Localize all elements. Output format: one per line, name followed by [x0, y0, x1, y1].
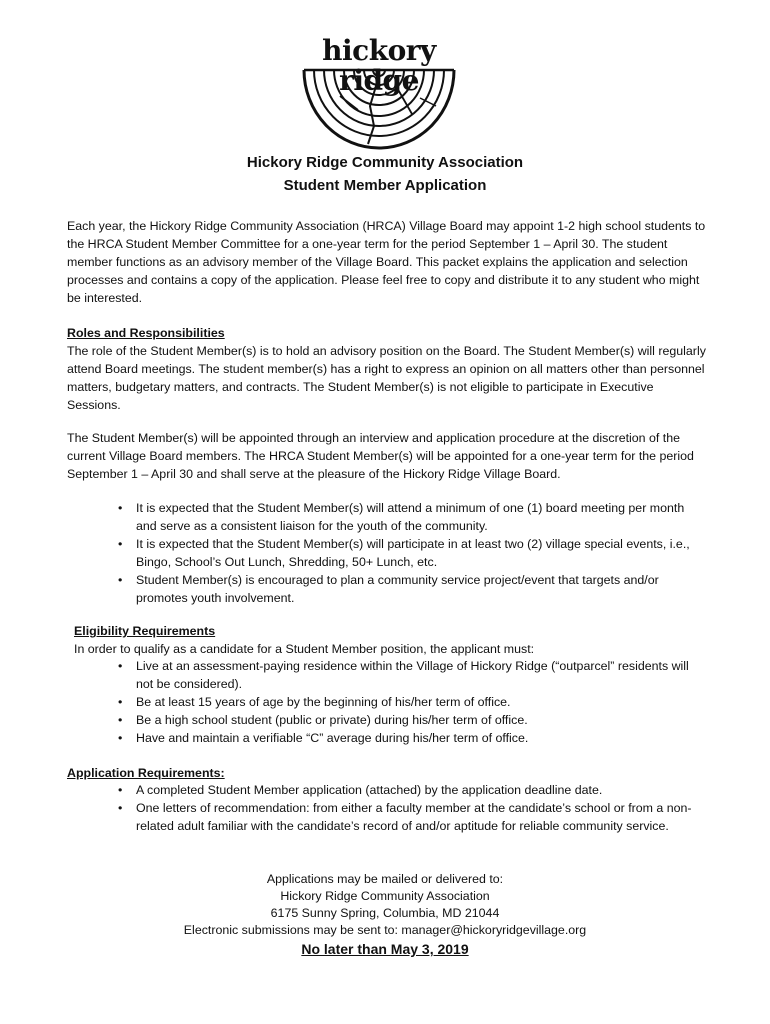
application-heading: Application Requirements: [67, 766, 225, 780]
eligibility-intro: In order to qualify as a candidate for a Student Member position, the applicant must: [74, 642, 535, 656]
mailing-line-1: Applications may be mailed or delivered to: [266, 872, 504, 886]
intro-paragraph: Each year, the Hickory Ridge Community Association (HRCA) Village Board may appoint 1-2 high school students to the HRCA Student Member Committee for a one-year term for the period September 1 – April 30. The student member functions as an advisory member of the Village Board. This packet explains the application and selection processes and contains a copy of the application. Please feel free to copy and distribute it to any student who might be interested. [67, 219, 706, 305]
roles-paragraph-2: The Student Member(s) will be appointed through an interview and application procedure at the discretion of the current Village Board members. The HRCA Student Member(s) will be appointed for a one-year term for the period September 1 – April 30 and shall serve at the pleasure of the Hickory Ridge Village Board. [67, 431, 694, 481]
deadline-text: No later than May 3, 2019 [301, 941, 469, 957]
logo [300, 36, 458, 152]
document-title: Hickory Ridge Community Association [246, 154, 524, 171]
list-item: • Be a high school student (public or private) during his/her term of office. [114, 711, 694, 729]
eligibility-heading: Eligibility Requirements [74, 624, 216, 638]
list-item: • Have and maintain a verifiable “C” average during his/her term of office. [114, 729, 694, 747]
eligibility-bullet-list [114, 657, 694, 747]
mailing-line-2: Hickory Ridge Community Association [280, 889, 490, 903]
document-subtitle: Student Member Application [283, 177, 487, 194]
list-item: • Be at least 15 years of age by the beginning of his/her term of office. [114, 693, 694, 711]
list-item: • One letters of recommendation: from either a faculty member at the candidate’s school or from a non-related adult familiar with the candidate’s record of and/or aptitude for reliable community service. [114, 799, 694, 835]
list-item: • Student Member(s) is encouraged to plan a community service project/event that targets and/or promotes youth involvement. [114, 571, 694, 607]
roles-paragraph-1: The role of the Student Member(s) is to hold an advisory position on the Board. The Student Member(s) will regularly attend Board meetings. The student member(s) has a right to express an opinion on all matters other than personnel matters, budgetary matters, and contracts. The Student Member(s) is not eligible to participate in Executive Sessions. [67, 344, 706, 412]
list-item: • Live at an assessment-paying residence within the Village of Hickory Ridge (“outparcel” residents will not be considered). [114, 657, 694, 693]
list-item: • It is expected that the Student Member(s) will attend a minimum of one (1) board meeting per month and serve as a consistent liaison for the youth of the community. [114, 499, 694, 535]
logo-wordmark: hickory ridge [322, 34, 436, 97]
mailing-line-3: 6175 Sunny Spring, Columbia, MD 21044 [270, 906, 500, 920]
deadline-line [0, 940, 770, 959]
roles-heading: Roles and Responsibilities [67, 326, 225, 340]
roles-bullet-list [114, 499, 694, 607]
mailing-line-4: Electronic submissions may be sent to: manager@hickoryridgevillage.org [183, 923, 587, 937]
list-item: • A completed Student Member application (attached) by the application deadline date. [114, 781, 694, 799]
application-bullet-list [114, 781, 694, 835]
list-item: • It is expected that the Student Member(s) will participate in at least two (2) village special events, i.e., Bingo, School’s Out Lunch, Shredding, 50+ Lunch, etc. [114, 535, 694, 571]
